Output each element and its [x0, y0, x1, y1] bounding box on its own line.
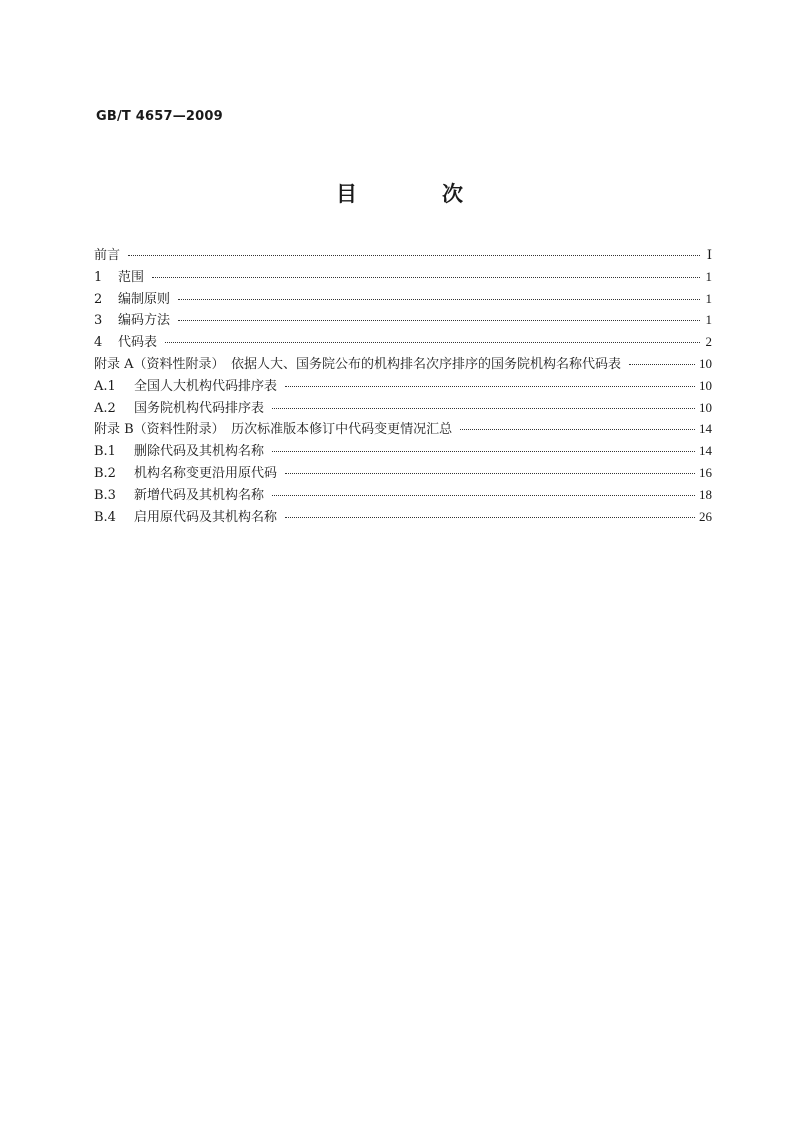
- page-title: 目 次: [336, 182, 495, 206]
- dot-leader: [285, 473, 695, 474]
- toc-entry[interactable]: [94, 440, 712, 462]
- toc-entry[interactable]: [94, 462, 712, 484]
- dot-leader: [165, 342, 700, 343]
- table-of-contents: [94, 244, 712, 527]
- toc-entry[interactable]: [94, 266, 712, 288]
- toc-entry-number: A.1: [94, 378, 116, 394]
- toc-entry-page: 1: [705, 312, 712, 328]
- dot-leader: [152, 277, 700, 278]
- toc-entry-label: 国务院机构代码排序表: [134, 400, 265, 416]
- toc-entry-label: 附录 B（资料性附录） 历次标准版本修订中代码变更情况汇总: [94, 422, 453, 438]
- toc-entry-number: B.4: [94, 509, 116, 525]
- toc-entry[interactable]: [94, 484, 712, 506]
- toc-entry[interactable]: [94, 397, 712, 419]
- toc-entry[interactable]: [94, 375, 712, 397]
- toc-entry-number: 1: [94, 269, 103, 285]
- toc-entry-page: 14: [699, 421, 712, 437]
- toc-entry-label: 编码方法: [118, 313, 171, 329]
- toc-entry-page: 10: [699, 355, 712, 371]
- toc-entry-page: 26: [699, 508, 712, 524]
- toc-entry-number: A.2: [94, 400, 116, 416]
- toc-entry[interactable]: [94, 288, 712, 310]
- toc-entry-page: 14: [699, 443, 712, 459]
- toc-entry-number: 3: [94, 313, 103, 329]
- toc-entry[interactable]: [94, 309, 712, 331]
- toc-entry-page: 10: [699, 399, 712, 415]
- dot-leader: [272, 495, 695, 496]
- toc-entry[interactable]: [94, 506, 712, 528]
- toc-entry-number: B.3: [94, 487, 116, 503]
- toc-entry[interactable]: [94, 331, 712, 353]
- toc-entry-number: B.2: [94, 465, 116, 481]
- toc-entry-label: 编制原则: [118, 291, 171, 307]
- dot-leader: [460, 429, 695, 430]
- toc-entry-label: 前言: [94, 248, 121, 263]
- toc-entry-number: 4: [94, 335, 103, 351]
- dot-leader: [272, 451, 695, 452]
- toc-entry-page: Ⅰ: [706, 247, 712, 262]
- toc-entry-label: 启用原代码及其机构名称: [134, 509, 278, 525]
- dot-leader: [285, 517, 695, 518]
- toc-entry-page: 2: [705, 334, 712, 350]
- standard-code: GB/T 4657—2009: [96, 109, 223, 124]
- dot-leader: [285, 386, 695, 387]
- toc-entry[interactable]: [94, 418, 712, 440]
- dot-leader: [128, 255, 700, 256]
- toc-entry-page: 1: [705, 290, 712, 306]
- dot-leader: [272, 408, 695, 409]
- toc-entry[interactable]: [94, 353, 712, 375]
- toc-entry-page: 10: [699, 377, 712, 393]
- toc-entry-label: 全国人大机构代码排序表: [134, 378, 278, 394]
- toc-entry-label: 代码表: [118, 335, 158, 351]
- dot-leader: [178, 299, 700, 300]
- toc-entry-label: 机构名称变更沿用原代码: [134, 465, 278, 481]
- dot-leader: [629, 364, 695, 365]
- toc-entry-page: 16: [699, 464, 712, 480]
- toc-entry-label: 附录 A（资料性附录） 依据人大、国务院公布的机构排名次序排序的国务院机构名称代码表: [94, 356, 622, 372]
- toc-entry-page: 1: [705, 268, 712, 284]
- toc-entry-label: 新增代码及其机构名称: [134, 487, 265, 503]
- toc-entry-number: 2: [94, 291, 103, 307]
- toc-entry-label: 范围: [118, 269, 145, 285]
- toc-entry[interactable]: [94, 244, 712, 266]
- toc-entry-label: 删除代码及其机构名称: [134, 444, 265, 460]
- dot-leader: [178, 320, 700, 321]
- toc-entry-number: B.1: [94, 444, 116, 460]
- toc-entry-page: 18: [699, 486, 712, 502]
